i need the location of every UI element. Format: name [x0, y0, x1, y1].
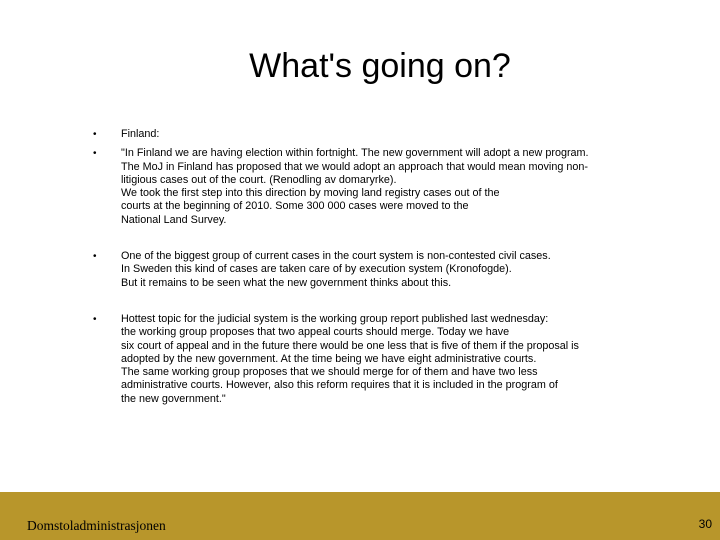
bullet-text-line: National Land Survey. — [121, 213, 227, 226]
bullet-icon: • — [93, 148, 97, 160]
bullet-text-line: In Sweden this kind of cases are taken care of by execution system (Kronofogde). — [121, 263, 512, 276]
bullet-text-line: adopted by the new government. At the time being we have eight administrative courts. — [121, 352, 537, 365]
bullet-text-line: One of the biggest group of current cases in the court system is non-contested civil cases. — [121, 250, 551, 263]
bullet-text-line: We took the first step into this direction by moving land registry cases out of the — [121, 187, 500, 200]
bullet-text-line: litigious cases out of the court. (Renodling av domaryrke). — [121, 173, 397, 186]
page-number: 30 — [698, 517, 712, 531]
bullet-text-line: the new government." — [121, 392, 226, 405]
bullet-text-line: "In Finland we are having election within fortnight. The new government will adopt a new program. — [121, 147, 589, 160]
bullet-text-line: the working group proposes that two appeal courts should merge. Today we have — [121, 326, 510, 339]
bullet-text-line: courts at the beginning of 2010. Some 300 000 cases were moved to the — [121, 200, 469, 213]
bullet-text-line: But it remains to be seen what the new government thinks about this. — [121, 276, 452, 289]
page-title: What's going on? — [249, 47, 511, 85]
bullet-text-line: The same working group proposes that we should merge for of them and have two less — [121, 366, 538, 379]
organization-name: Domstoladministrasjonen — [27, 518, 166, 533]
bullet-item-civil-cases — [90, 250, 650, 290]
bullet-item-election — [90, 147, 650, 227]
bullet-icon: • — [93, 129, 97, 140]
bullet-item-finland — [90, 128, 650, 141]
bullet-text-line: administrative courts. However, also this reform requires that it is included in the program of — [121, 379, 558, 392]
bullet-text-line: The MoJ in Finland has proposed that we would adopt an approach that would mean moving non- — [121, 160, 588, 173]
bullet-icon: • — [93, 251, 97, 263]
bullet-text-line: Hottest topic for the judicial system is the working group report published last wednesday: — [121, 312, 549, 325]
bullet-text-line: Finland: — [121, 128, 160, 140]
bullet-text-line: six court of appeal and in the future there would be one less that is five of them if the proposal is — [121, 339, 579, 352]
bullet-icon: • — [93, 313, 97, 325]
bullet-item-working-group — [90, 313, 650, 406]
footer-bar — [0, 492, 720, 540]
bullet-list — [90, 128, 650, 406]
